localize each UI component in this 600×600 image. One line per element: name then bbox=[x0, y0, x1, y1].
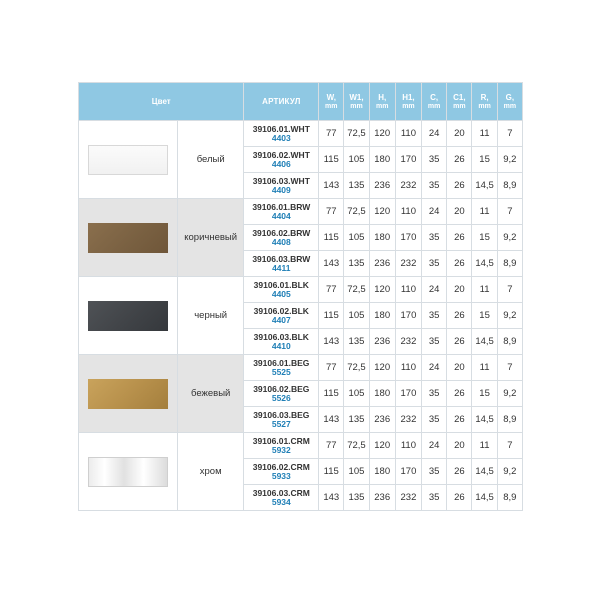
dimension-value: 180 bbox=[369, 225, 395, 251]
dimension-value: 7 bbox=[497, 199, 522, 225]
color-swatch-cell bbox=[79, 121, 178, 199]
color-swatch-brown bbox=[88, 223, 168, 253]
article-cell bbox=[244, 147, 319, 173]
dimension-value: 26 bbox=[447, 225, 472, 251]
dimension-value: 170 bbox=[395, 459, 421, 485]
dimension-value: 110 bbox=[395, 199, 421, 225]
article-code: 39106.03.BEG bbox=[253, 409, 310, 420]
dimension-value: 180 bbox=[369, 381, 395, 407]
dimension-value: 143 bbox=[319, 407, 344, 433]
dimension-value: 115 bbox=[319, 303, 344, 329]
table-row bbox=[79, 199, 523, 225]
header-c1: C1, mm bbox=[447, 83, 472, 121]
dimension-value: 170 bbox=[395, 147, 421, 173]
dimension-value: 110 bbox=[395, 433, 421, 459]
color-name: черный bbox=[177, 277, 244, 355]
article-cell bbox=[244, 121, 319, 147]
dimension-value: 236 bbox=[369, 251, 395, 277]
article-code: 39106.02.CRM bbox=[252, 461, 310, 472]
dimension-value: 20 bbox=[447, 355, 472, 381]
article-number: 4408 bbox=[271, 236, 291, 247]
dimension-value: 110 bbox=[395, 355, 421, 381]
dimension-value: 26 bbox=[447, 147, 472, 173]
header-c: C, mm bbox=[422, 83, 447, 121]
table-body bbox=[79, 121, 523, 511]
dimension-value: 35 bbox=[422, 329, 447, 355]
dimension-value: 24 bbox=[422, 277, 447, 303]
article-cell bbox=[244, 277, 319, 303]
dimension-value: 72,5 bbox=[344, 355, 369, 381]
header-r: R, mm bbox=[472, 83, 497, 121]
color-name: хром bbox=[177, 433, 244, 511]
color-swatch-cell bbox=[79, 199, 178, 277]
article-code: 39106.02.BEG bbox=[253, 383, 310, 394]
dimension-value: 24 bbox=[422, 433, 447, 459]
header-row bbox=[79, 83, 523, 121]
article-number: 4404 bbox=[271, 210, 291, 221]
article-number: 5932 bbox=[271, 444, 291, 455]
dimension-value: 143 bbox=[319, 329, 344, 355]
article-code: 39106.01.BLK bbox=[253, 279, 309, 290]
dimension-value: 24 bbox=[422, 199, 447, 225]
header-h1: H1, mm bbox=[395, 83, 421, 121]
article-number: 5525 bbox=[271, 366, 291, 377]
dimension-value: 35 bbox=[422, 225, 447, 251]
dimension-value: 26 bbox=[447, 173, 472, 199]
dimension-value: 135 bbox=[344, 407, 369, 433]
dimension-value: 14,5 bbox=[472, 329, 497, 355]
color-swatch-black bbox=[88, 301, 168, 331]
article-number: 5934 bbox=[271, 496, 291, 507]
header-article: АРТИКУЛ bbox=[244, 83, 319, 121]
dimension-value: 8,9 bbox=[497, 407, 522, 433]
dimension-value: 20 bbox=[447, 121, 472, 147]
dimension-value: 143 bbox=[319, 251, 344, 277]
table-row bbox=[79, 433, 523, 459]
article-number: 4406 bbox=[271, 158, 291, 169]
dimension-value: 26 bbox=[447, 485, 472, 511]
dimension-value: 9,2 bbox=[497, 225, 522, 251]
dimension-value: 14,5 bbox=[472, 407, 497, 433]
color-swatch-beige bbox=[88, 379, 168, 409]
dimension-value: 135 bbox=[344, 329, 369, 355]
dimension-value: 105 bbox=[344, 381, 369, 407]
dimension-value: 115 bbox=[319, 225, 344, 251]
dimension-value: 26 bbox=[447, 407, 472, 433]
dimension-value: 11 bbox=[472, 355, 497, 381]
article-number: 5933 bbox=[271, 470, 291, 481]
table-row bbox=[79, 121, 523, 147]
dimension-value: 35 bbox=[422, 251, 447, 277]
dimension-value: 170 bbox=[395, 303, 421, 329]
dimension-value: 170 bbox=[395, 225, 421, 251]
color-name: бежевый bbox=[177, 355, 244, 433]
color-swatch-cell bbox=[79, 277, 178, 355]
dimension-value: 115 bbox=[319, 381, 344, 407]
dimension-value: 105 bbox=[344, 225, 369, 251]
article-code: 39106.01.CRM bbox=[252, 435, 310, 446]
dimension-value: 232 bbox=[395, 485, 421, 511]
header-w1: W1, mm bbox=[344, 83, 369, 121]
dimension-value: 236 bbox=[369, 173, 395, 199]
article-code: 39106.02.BLK bbox=[253, 305, 309, 316]
dimension-value: 9,2 bbox=[497, 303, 522, 329]
dimension-value: 135 bbox=[344, 173, 369, 199]
dimension-value: 120 bbox=[369, 277, 395, 303]
article-cell bbox=[244, 329, 319, 355]
color-name: белый bbox=[177, 121, 244, 199]
article-cell bbox=[244, 485, 319, 511]
dimension-value: 135 bbox=[344, 485, 369, 511]
dimension-value: 11 bbox=[472, 121, 497, 147]
dimension-value: 72,5 bbox=[344, 277, 369, 303]
dimension-value: 26 bbox=[447, 251, 472, 277]
dimension-value: 15 bbox=[472, 303, 497, 329]
header-w: W, mm bbox=[319, 83, 344, 121]
article-number: 5527 bbox=[271, 418, 291, 429]
dimension-value: 26 bbox=[447, 303, 472, 329]
dimension-value: 26 bbox=[447, 329, 472, 355]
dimension-value: 26 bbox=[447, 459, 472, 485]
article-cell bbox=[244, 459, 319, 485]
article-cell bbox=[244, 225, 319, 251]
article-cell bbox=[244, 303, 319, 329]
dimension-value: 232 bbox=[395, 251, 421, 277]
dimension-value: 72,5 bbox=[344, 433, 369, 459]
article-code: 39106.03.CRM bbox=[252, 487, 310, 498]
dimension-value: 35 bbox=[422, 303, 447, 329]
dimension-value: 72,5 bbox=[344, 121, 369, 147]
dimension-value: 115 bbox=[319, 147, 344, 173]
article-number: 4405 bbox=[271, 288, 291, 299]
article-number: 4407 bbox=[271, 314, 291, 325]
dimension-value: 26 bbox=[447, 381, 472, 407]
article-code: 39106.01.WHT bbox=[252, 123, 310, 134]
dimension-value: 11 bbox=[472, 433, 497, 459]
dimension-value: 11 bbox=[472, 277, 497, 303]
dimension-value: 9,2 bbox=[497, 381, 522, 407]
dimension-value: 105 bbox=[344, 147, 369, 173]
dimension-value: 9,2 bbox=[497, 459, 522, 485]
table-row bbox=[79, 277, 523, 303]
article-number: 4410 bbox=[271, 340, 291, 351]
header-h: H, mm bbox=[369, 83, 395, 121]
dimension-value: 110 bbox=[395, 121, 421, 147]
dimension-value: 143 bbox=[319, 485, 344, 511]
dimension-value: 20 bbox=[447, 199, 472, 225]
dimension-value: 8,9 bbox=[497, 485, 522, 511]
dimension-value: 8,9 bbox=[497, 329, 522, 355]
article-cell bbox=[244, 433, 319, 459]
dimension-value: 105 bbox=[344, 459, 369, 485]
dimension-value: 143 bbox=[319, 173, 344, 199]
dimension-value: 7 bbox=[497, 121, 522, 147]
color-swatch-white bbox=[88, 145, 168, 175]
article-number: 4409 bbox=[271, 184, 291, 195]
dimension-value: 77 bbox=[319, 199, 344, 225]
color-swatch-cell bbox=[79, 433, 178, 511]
dimension-value: 20 bbox=[447, 433, 472, 459]
dimension-value: 77 bbox=[319, 433, 344, 459]
dimension-value: 8,9 bbox=[497, 173, 522, 199]
article-code: 39106.02.WHT bbox=[252, 149, 310, 160]
dimension-value: 115 bbox=[319, 459, 344, 485]
article-code: 39106.03.BLK bbox=[253, 331, 309, 342]
article-cell bbox=[244, 407, 319, 433]
dimension-value: 232 bbox=[395, 173, 421, 199]
dimension-value: 35 bbox=[422, 173, 447, 199]
dimension-value: 35 bbox=[422, 485, 447, 511]
dimension-value: 120 bbox=[369, 433, 395, 459]
article-cell bbox=[244, 199, 319, 225]
header-color: Цвет bbox=[79, 83, 244, 121]
header-g: G, mm bbox=[497, 83, 522, 121]
dimension-value: 77 bbox=[319, 121, 344, 147]
dimension-value: 170 bbox=[395, 381, 421, 407]
dimension-value: 120 bbox=[369, 355, 395, 381]
dimension-value: 72,5 bbox=[344, 199, 369, 225]
spec-table bbox=[78, 82, 523, 511]
dimension-value: 20 bbox=[447, 277, 472, 303]
dimension-value: 24 bbox=[422, 121, 447, 147]
dimension-value: 14,5 bbox=[472, 485, 497, 511]
article-cell bbox=[244, 173, 319, 199]
dimension-value: 35 bbox=[422, 407, 447, 433]
dimension-value: 35 bbox=[422, 459, 447, 485]
dimension-value: 15 bbox=[472, 381, 497, 407]
article-cell bbox=[244, 251, 319, 277]
article-code: 39106.03.BRW bbox=[252, 253, 311, 264]
article-number: 4403 bbox=[271, 132, 291, 143]
dimension-value: 110 bbox=[395, 277, 421, 303]
article-code: 39106.01.BEG bbox=[253, 357, 310, 368]
dimension-value: 14,5 bbox=[472, 459, 497, 485]
color-name: коричневый bbox=[177, 199, 244, 277]
dimension-value: 15 bbox=[472, 147, 497, 173]
dimension-value: 180 bbox=[369, 303, 395, 329]
dimension-value: 236 bbox=[369, 407, 395, 433]
dimension-value: 120 bbox=[369, 199, 395, 225]
dimension-value: 7 bbox=[497, 433, 522, 459]
dimension-value: 7 bbox=[497, 277, 522, 303]
dimension-value: 11 bbox=[472, 199, 497, 225]
dimension-value: 7 bbox=[497, 355, 522, 381]
article-number: 5526 bbox=[271, 392, 291, 403]
dimension-value: 24 bbox=[422, 355, 447, 381]
dimension-value: 236 bbox=[369, 485, 395, 511]
article-cell bbox=[244, 381, 319, 407]
dimension-value: 135 bbox=[344, 251, 369, 277]
dimension-value: 35 bbox=[422, 381, 447, 407]
color-swatch-chrome bbox=[88, 457, 168, 487]
article-number: 4411 bbox=[272, 262, 291, 273]
article-code: 39106.03.WHT bbox=[252, 175, 310, 186]
article-code: 39106.01.BRW bbox=[252, 201, 311, 212]
dimension-value: 232 bbox=[395, 329, 421, 355]
article-cell bbox=[244, 355, 319, 381]
dimension-value: 236 bbox=[369, 329, 395, 355]
dimension-value: 77 bbox=[319, 355, 344, 381]
dimension-value: 180 bbox=[369, 459, 395, 485]
dimension-value: 14,5 bbox=[472, 173, 497, 199]
color-swatch-cell bbox=[79, 355, 178, 433]
dimension-value: 105 bbox=[344, 303, 369, 329]
dimension-value: 14,5 bbox=[472, 251, 497, 277]
dimension-value: 180 bbox=[369, 147, 395, 173]
dimension-value: 77 bbox=[319, 277, 344, 303]
dimension-value: 232 bbox=[395, 407, 421, 433]
dimension-value: 15 bbox=[472, 225, 497, 251]
dimension-value: 9,2 bbox=[497, 147, 522, 173]
dimension-value: 35 bbox=[422, 147, 447, 173]
article-code: 39106.02.BRW bbox=[252, 227, 311, 238]
dimension-value: 8,9 bbox=[497, 251, 522, 277]
dimension-value: 120 bbox=[369, 121, 395, 147]
table-row bbox=[79, 355, 523, 381]
